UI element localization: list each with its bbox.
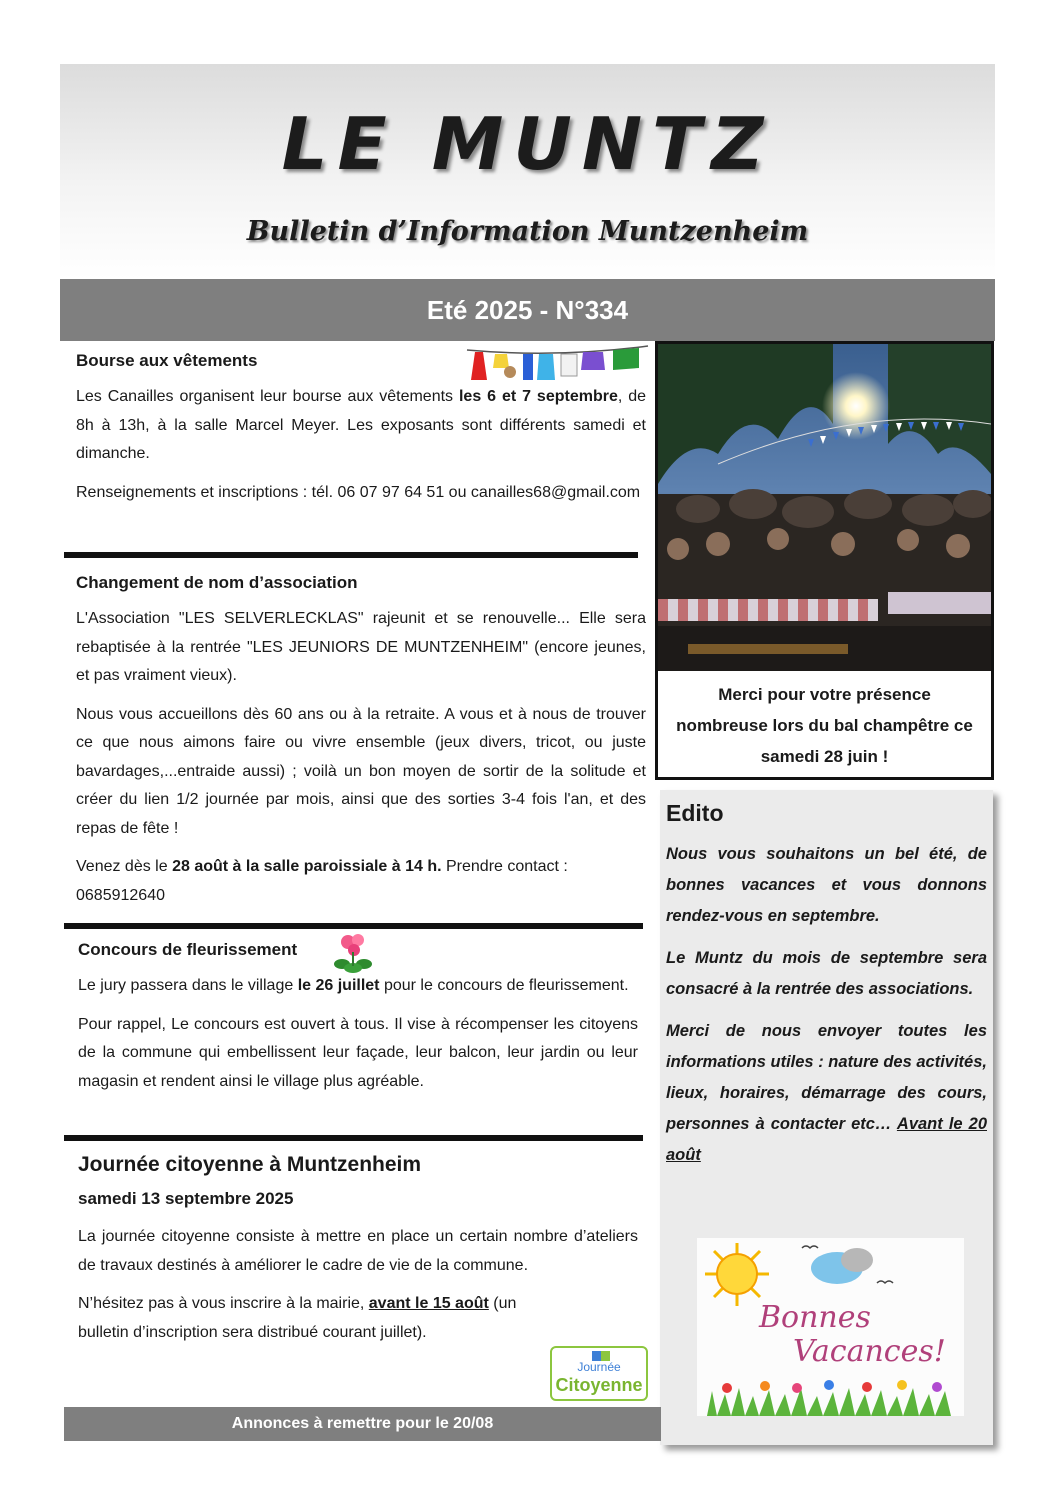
footer-banner: Annonces à remettre pour le 20/08 <box>64 1407 661 1441</box>
section-divider <box>64 923 643 929</box>
bal-champetre-photo <box>658 344 991 671</box>
edito-paragraph <box>666 1016 987 1171</box>
article-paragraph: L'Association "LES SELVERLECKLAS" rajeunit et se renouvelle... Elle sera rebaptisée à la rentrée "LES JEUNIORS DE MUNTZENHEIM" (encore jeunes, et pas vraiment vieux). <box>76 610 646 684</box>
article-title: Journée citoyenne à Muntzenheim <box>78 1153 422 1176</box>
article-paragraph <box>76 853 646 910</box>
text-bold: les 6 et 7 septembre <box>458 388 618 405</box>
edito-paragraph: Le Muntz du mois de septembre sera consacré à la rentrée des associations. <box>666 949 987 998</box>
photo-box <box>655 341 994 780</box>
logo-line1: Journée <box>577 1360 621 1374</box>
issue-banner: Eté 2025 - N°334 <box>60 279 995 341</box>
article-paragraph: Renseignements et inscriptions : tél. 06 07 97 64 51 ou canailles68@gmail.com <box>76 483 641 501</box>
article-paragraph <box>78 972 638 1001</box>
text-run: N’hésitez pas à vous inscrire à la mairie, <box>78 1295 369 1312</box>
text-run: Venez dès le <box>76 858 173 875</box>
flower-icon <box>330 930 378 976</box>
journee-citoyenne-logo <box>550 1346 648 1401</box>
text-run: (un bulletin d’inscription sera distribué courant juillet). <box>78 1295 517 1341</box>
edito-title: Edito <box>666 800 724 826</box>
clothesline-icon <box>465 342 650 390</box>
text-run: Merci de nous envoyer toutes les informations utiles : nature des activités, lieux, horaires, démarrage des cours, personnes à contacter etc… <box>666 1022 987 1133</box>
photo-caption: Merci pour votre présence nombreuse lors du bal champêtre ce samedi 28 juin ! <box>676 685 973 766</box>
text-run: Les Canailles organisent leur bourse aux vêtements <box>76 388 459 405</box>
article-title: Concours de fleurissement <box>78 940 298 959</box>
text-run: , de 8h à 13h, à la salle Marcel Meyer. Les exposants sont différents samedi et dimanche. <box>76 388 647 462</box>
article-paragraph: Pour rappel, Le concours est ouvert à tous. Il vise à récompenser les citoyens de la commune qui embellissent leur façade, leur balcon, leur jardin ou leur magasin et rendent ainsi le village plus agréable. <box>78 1015 638 1090</box>
vacances-line2: Vacances! <box>793 1334 946 1369</box>
edito-paragraph: Nous vous souhaitons un bel été, de bonnes vacances et vous donnons rendez-vous en septembre. <box>666 845 987 925</box>
article-date: samedi 13 septembre 2025 <box>78 1189 294 1208</box>
bonnes-vacances-card <box>697 1238 964 1416</box>
article-paragraph <box>78 1290 553 1347</box>
text-bold: 28 août à la salle paroissiale à 14 h. <box>172 858 442 875</box>
newsletter-title: LE MUNTZ <box>281 102 774 186</box>
text-bold-underlined: avant le 15 août <box>368 1295 489 1312</box>
section-divider <box>64 1135 643 1141</box>
vacances-line1: Bonnes <box>759 1300 871 1335</box>
article-paragraph <box>76 383 646 469</box>
text-run: pour le concours de fleurissement. <box>379 977 629 994</box>
text-underlined: Avant le 20 août <box>666 1115 987 1164</box>
masthead <box>60 64 995 279</box>
grass-flowers-illustration <box>697 1376 964 1416</box>
article-citoyenne <box>78 1151 638 1357</box>
text-run: Prendre contact : 0685912640 <box>76 858 568 904</box>
article-title: Changement de nom d’association <box>76 573 358 592</box>
article-paragraph: Nous vous accueillons dès 60 ans ou à la retraite. A vous et à nous de trouver ce que nous aimons faire ou vivre ensemble (jeux divers, tricot, ou juste bavardages,...entraide aussi) ; voilà un bon moyen de sortir de la solitude et créer du lien 1/2 journée par mois, ainsi que des sorties 3-4 fois l'an, et des repas de fête ! <box>76 705 646 837</box>
text-bold: le 26 juillet <box>297 977 380 994</box>
article-association <box>76 571 646 920</box>
newsletter-subtitle: Bulletin d’Information Muntzenheim <box>246 216 809 247</box>
article-paragraph: La journée citoyenne consiste à mettre en place un certain nombre d’ateliers de travaux destinés à améliorer le cadre de vie de la commune. <box>78 1228 638 1274</box>
logo-line2: Citoyenne <box>555 1375 643 1395</box>
text-run: Le jury passera dans le village <box>78 977 298 994</box>
article-title: Bourse aux vêtements <box>76 351 258 370</box>
section-divider <box>64 552 638 558</box>
